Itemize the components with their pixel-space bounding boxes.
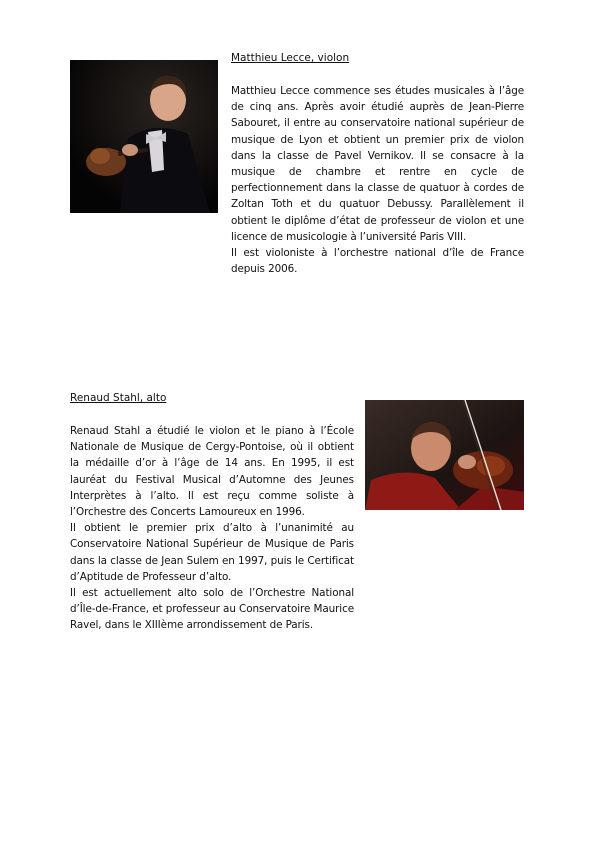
bio-name-renaud-stahl: Renaud Stahl, alto [70,392,167,404]
bio-text-matthieu-lecce [231,83,524,277]
bio-text-renaud-stahl [70,423,354,634]
bio-paragraph: Renaud Stahl a étudié le violon et le piano à l’École Nationale de Musique de Cergy-Pontoise, où il obtient la médaille d’or à l’âge de 14 ans. En 1995, il est lauréat du Festival Musical d’Automne des Jeunes Interprètes à l’alto. Il est reçu comme soliste à l’Orchestre des Concerts Lamoureux en 1996. [70,425,354,519]
bio-paragraph: Il est violoniste à l’orchestre national d’île de France depuis 2006. [231,247,524,276]
bio-paragraph: Il obtient le premier prix d’alto à l’unanimité au Conservatoire National Supérieur de Musique de Paris dans la classe de Jean Sulem en 1997, puis le Certificat d’Aptitude de Professeur d’alto. [70,522,354,583]
bio-paragraph: Matthieu Lecce commence ses études musicales à l’âge de cinq ans. Après avoir étudié auprès de Jean-Pierre Sabouret, il entre au conservatoire national supérieur de musique de Lyon et obtient un premier prix de violon dans la classe de Pavel Vernikov. Il se consacre à la musique de chambre et rentre en cycle de perfectionnement dans la classe de quatuor à cordes de Zoltan Toth et du quatuor Debussy. Parallèlement il obtient le diplôme d’état de professeur de violon et une licence de musicologie à l’université Paris VIII. [231,85,524,243]
violinist-portrait-image [70,60,218,213]
viola-player-image [365,400,524,510]
photo-renaud-stahl [365,400,524,510]
photo-matthieu-lecce [70,60,218,213]
bio-name-matthieu-lecce: Matthieu Lecce, violon [231,52,350,64]
bio-paragraph: Il est actuellement alto solo de l’Orchestre National d’Île-de-France, et professeur au Conservatoire Maurice Ravel, dans le XIIIème arrondissement de Paris. [70,587,354,632]
